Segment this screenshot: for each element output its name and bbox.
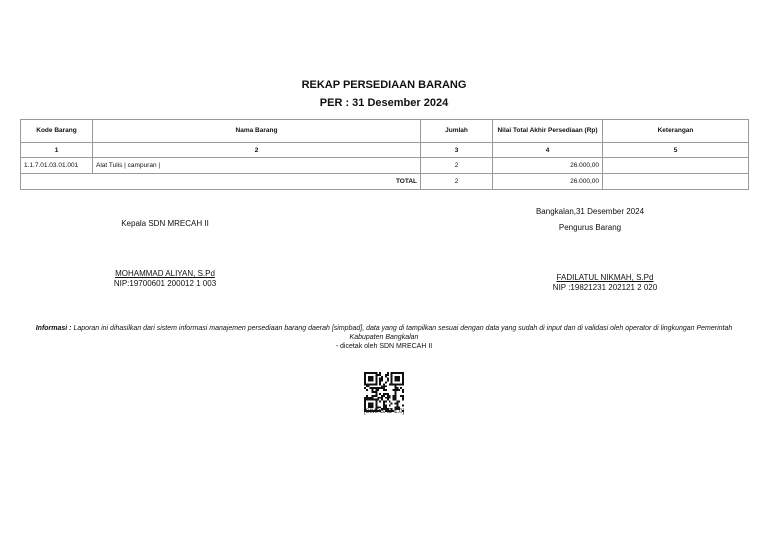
pengurus-name: FADILATUL NIKMAH, S.Pd (556, 273, 654, 282)
qr-caption: [SIMPBAD 1.0] (363, 409, 405, 415)
table-row (21, 158, 749, 174)
column-number-row (21, 143, 749, 158)
total-jumlah: 2 (421, 174, 493, 190)
col-header-jumlah: Jumlah (421, 120, 493, 143)
printed-by: - dicetak oleh SDN MRECAH II (335, 343, 433, 350)
cell-nilai: 26.000,00 (493, 158, 603, 174)
kepala-nip: NIP:19700601 200012 1 003 (113, 279, 217, 288)
total-nilai: 26.000,00 (493, 174, 603, 190)
total-row (21, 174, 749, 190)
cell-nama: Alat Tulis | campuran | (93, 158, 421, 174)
col-header-nilai: Nilai Total Akhir Persediaan (Rp) (493, 120, 603, 143)
total-keterangan (603, 174, 749, 190)
report-title: REKAP PERSEDIAAN BARANG (301, 79, 467, 91)
col-header-kode: Kode Barang (21, 120, 93, 143)
col-number: 5 (603, 143, 749, 158)
col-number: 2 (93, 143, 421, 158)
col-header-nama: Nama Barang (93, 120, 421, 143)
inventory-table (20, 119, 749, 190)
table-header-row (21, 120, 749, 143)
kepala-title: Kepala SDN MRECAH II (121, 219, 209, 228)
cell-keterangan (603, 158, 749, 174)
col-number: 4 (493, 143, 603, 158)
pengurus-title: Pengurus Barang (558, 223, 622, 232)
kepala-name: MOHAMMAD ALIYAN, S.Pd (115, 269, 215, 278)
report-period: PER : 31 Desember 2024 (319, 97, 449, 109)
info-label: Informasi : (35, 325, 72, 332)
cell-jumlah: 2 (421, 158, 493, 174)
pengurus-nip: NIP :19821231 202121 2 020 (552, 283, 658, 292)
col-number: 1 (21, 143, 93, 158)
info-note (30, 325, 738, 342)
total-label: TOTAL (21, 174, 421, 190)
info-text: Laporan ini dihasilkan dari sistem informasi manajemen persediaan barang daerah [simpbad], data yang di tampilkan sesuai dengan data yang sudah di input dan di validasi oleh operator di lingkungan Pemerintah Kabupaten Bangkalan (73, 325, 733, 341)
place-date: Bangkalan,31 Desember 2024 (535, 207, 645, 216)
col-number: 3 (421, 143, 493, 158)
qr-code-icon (364, 372, 404, 412)
cell-kode: 1.1.7.01.03.01.001 (21, 158, 93, 174)
col-header-keterangan: Keterangan (603, 120, 749, 143)
